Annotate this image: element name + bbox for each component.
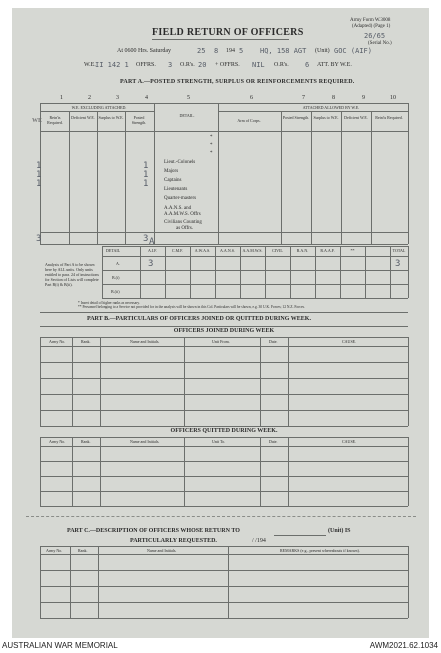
quitted-header-army-no: Army No.	[49, 439, 66, 444]
grid-line	[40, 476, 408, 477]
col-number-4: 4	[145, 95, 148, 101]
grid-line	[40, 491, 408, 492]
quitted-header-unit-to: Unit To.	[212, 439, 226, 444]
sub-header-aamws: A.A.M.W.S.	[242, 248, 263, 253]
rank-civilians-2: as Offrs.	[176, 226, 194, 231]
joined-header-cause: CAUSE.	[342, 339, 357, 344]
sub-header-civil: CIVIL	[272, 248, 283, 253]
grid-line	[40, 232, 408, 233]
grid-line	[102, 256, 408, 257]
col-number-9: 9	[362, 95, 365, 101]
rank-majors: Majors	[164, 169, 179, 174]
grid-line	[100, 437, 101, 506]
sub-header-aans: A.A.N.S.	[220, 248, 235, 253]
joined-header-date: Date.	[269, 339, 278, 344]
quitted-header-name: Name and Initials.	[130, 439, 160, 444]
part-c-unit: (Unit) IS	[328, 528, 351, 534]
grid-line	[40, 437, 408, 438]
year-suffix: 5	[239, 47, 244, 55]
joined-header-name: Name and Initials.	[130, 339, 160, 344]
grid-line	[40, 446, 408, 447]
part-c-date: / /194	[252, 538, 266, 544]
quitted-title: OFFICERS QUITTED DURING WEEK.	[170, 428, 278, 434]
grid-line	[218, 103, 219, 244]
quitted-header-date: Date.	[269, 439, 278, 444]
header-right-deficient: Deficient W.E.	[344, 115, 368, 120]
attached-allowed-header: ATTACHED ALLOWED BY W.E.	[302, 105, 360, 110]
grid-line	[341, 111, 342, 244]
col-number-7: 7	[302, 95, 305, 101]
grid-line	[390, 246, 391, 298]
title-underline	[152, 39, 289, 40]
att-by-we-label: ATT. BY W.E.	[317, 62, 352, 68]
sub-row-a: A.	[116, 261, 120, 266]
grid-line	[40, 426, 408, 427]
joined-header-unit-from: Unit From.	[212, 339, 230, 344]
quitted-header-rank: Rank.	[81, 439, 91, 444]
grid-line	[40, 546, 41, 618]
fill-line	[274, 535, 326, 536]
rank-aans: A.A.N.S. and	[164, 206, 192, 211]
grid-line	[190, 246, 191, 298]
at-hours-label: At 0600 Hrs. Saturday	[117, 48, 171, 54]
grid-line	[288, 437, 289, 506]
grid-line	[215, 246, 216, 298]
grid-line	[408, 337, 409, 426]
unit-handwritten-2: GOC (AIF)	[334, 47, 372, 55]
grid-line	[40, 506, 408, 507]
grid-line	[40, 244, 408, 245]
part-c-line2: PARTICULARLY REQUESTED.	[130, 538, 217, 544]
rank-aamws: A.A.M.W.S. Offrs	[164, 212, 201, 217]
sub-row-bii: B.(ii)	[111, 289, 120, 294]
form-sheet	[12, 8, 429, 638]
section-divider	[40, 312, 408, 313]
rank-civilians: Civilians Counting	[164, 220, 202, 225]
footnote-2: ** Personnel belonging to a Service not provided for in the analysis will be shown in this Col. Particulars will be shown, e.g. 30 U.K. Forces; 12 N.Z. Forces.	[78, 305, 305, 309]
hw-total-posted: 3	[143, 234, 149, 244]
date-day: 25	[197, 47, 206, 55]
header-reints-required: Rein'ts Required.	[47, 115, 63, 125]
hw-left-1: 1	[36, 161, 42, 171]
header-right-posted-strength: Posted Strength.	[282, 115, 310, 120]
we-side-mark: WE	[32, 118, 43, 124]
hw-left-2: 1	[36, 170, 42, 180]
grid-line	[70, 546, 71, 618]
grid-line	[290, 246, 291, 298]
part-c-title: PART C.—DESCRIPTION OF OFFICERS WHOSE RETURN TO	[67, 528, 240, 534]
sub-header-awas: A.W.A.S.	[194, 248, 211, 253]
joined-header-rank: Rank.	[81, 339, 91, 344]
grid-line	[40, 546, 408, 547]
grid-line	[40, 554, 408, 555]
year-prefix: 194	[226, 48, 235, 54]
grid-line	[72, 437, 73, 506]
header-deficient-we: Deficient W.E.	[71, 115, 95, 120]
grid-line	[408, 437, 409, 506]
ors-handwritten: 20	[198, 61, 207, 69]
unit-handwritten: HQ, 158 AGT	[260, 47, 307, 55]
sub-header-total: TOTAL	[392, 248, 406, 253]
grid-line	[408, 246, 409, 298]
grid-line	[240, 246, 241, 298]
sub-header-aif: A.I.F.	[147, 248, 158, 253]
rank-quartermasters: Quarter-masters	[164, 196, 197, 201]
hw-total-a: 3	[395, 259, 401, 269]
grid-line	[40, 337, 41, 426]
ors-label: O.R's.	[180, 62, 195, 68]
date-month: 8	[214, 47, 219, 55]
grid-line	[69, 111, 70, 244]
grid-line	[102, 270, 408, 271]
rank-lieutenants: Lieutenants	[164, 187, 188, 192]
grid-line	[40, 570, 408, 571]
col-number-5: 5	[187, 95, 190, 101]
header-arm-of-corps: Arm of Corps.	[237, 118, 261, 123]
c-header-army-no: Army No.	[46, 548, 63, 553]
sub-header-other: **	[350, 248, 355, 253]
grid-line	[40, 131, 408, 132]
grid-line	[40, 437, 41, 506]
army-form-label: Army Form W.3008	[350, 18, 391, 23]
joined-title: OFFICERS JOINED DURING WEEK	[173, 328, 275, 334]
grid-line	[97, 111, 98, 244]
grid-line	[408, 546, 409, 618]
sub-header-cmf: C.M.F.	[171, 248, 184, 253]
hw-posted-3: 1	[143, 179, 149, 189]
col-number-6: 6	[250, 95, 253, 101]
rank-captains: Captains	[164, 178, 182, 183]
section-divider	[40, 326, 408, 327]
grid-line	[165, 246, 166, 298]
hw-aif-a: 3	[148, 259, 154, 269]
col-number-2: 2	[88, 95, 91, 101]
hw-left-3: 1	[36, 179, 42, 189]
grid-line	[184, 437, 185, 506]
grid-line	[72, 337, 73, 426]
grid-line	[40, 618, 408, 619]
c-header-remarks: REMARKS (e.g., present whereabouts if known).	[280, 548, 360, 553]
asterisk-mark: *	[210, 143, 213, 148]
grid-line	[260, 437, 261, 506]
offrs-handwritten: 3	[168, 61, 173, 69]
grid-line	[371, 111, 372, 244]
nil-handwritten: NIL	[252, 61, 265, 69]
grid-line	[40, 394, 408, 395]
col-number-10: 10	[390, 95, 396, 101]
serial-handwritten: 26/65	[364, 32, 386, 40]
col-number-1: 1	[60, 95, 63, 101]
c-header-name: Name and Initials.	[147, 548, 177, 553]
we-excluding-header: W.E. EXCLUDING ATTACHED.	[71, 105, 127, 110]
grid-line	[340, 246, 341, 298]
we-handwritten: II 142 1	[95, 61, 129, 69]
grid-line	[125, 111, 126, 244]
grid-line	[288, 337, 289, 426]
header-posted-strength: Posted Strength.	[131, 115, 147, 125]
att-handwritten: 6	[305, 61, 310, 69]
grid-line	[100, 337, 101, 426]
grid-line	[154, 103, 155, 244]
grid-line	[140, 246, 141, 298]
grid-line	[265, 246, 266, 298]
asterisk-mark: *	[210, 135, 213, 140]
adapted-label: (Adapted) (Page 1)	[352, 24, 391, 29]
part-a-title: PART A.—POSTED STRENGTH, SURPLUS OR REINFORCEMENTS REQUIRED.	[120, 79, 355, 85]
col-number-8: 8	[332, 95, 335, 101]
grid-line	[40, 346, 408, 347]
unit-label: (Unit)	[315, 48, 330, 54]
hw-posted-1: 1	[143, 161, 149, 171]
plus-offrs-label: + OFFRS.	[215, 62, 240, 68]
rank-lieut-colonels: Lieut.-Colonels	[164, 160, 196, 165]
grid-line	[102, 246, 408, 247]
grid-line	[228, 546, 229, 618]
grid-line	[311, 111, 312, 244]
sub-row-bi: B.(i)	[112, 275, 120, 280]
joined-header-army-no: Army No.	[49, 339, 66, 344]
grid-line	[102, 246, 103, 298]
grid-line	[281, 111, 282, 244]
grid-line	[40, 362, 408, 363]
grid-line	[102, 284, 408, 285]
grid-line	[40, 410, 408, 411]
header-right-surplus: Surplus to W.E.	[313, 115, 339, 120]
part-b-title: PART B.—PARTICULARS OF OFFICERS JOINED OR QUITTED DURING WEEK.	[87, 316, 311, 322]
col-number-3: 3	[116, 95, 119, 101]
hw-total-left: 3	[36, 234, 42, 244]
we-label: W.E.	[84, 62, 96, 68]
offrs-label: OFFRS.	[136, 62, 156, 68]
form-title: FIELD RETURN OF OFFICERS	[152, 27, 304, 38]
grid-line	[260, 337, 261, 426]
grid-line	[184, 337, 185, 426]
grid-line	[40, 337, 408, 338]
grid-line	[40, 461, 408, 462]
footnote-1: * Insert detail of higher ranks as necessary.	[78, 301, 140, 305]
grid-line	[40, 602, 408, 603]
quitted-header-cause: CAUSE.	[342, 439, 357, 444]
grid-line	[102, 298, 408, 299]
serial-label: (Serial No.)	[368, 41, 392, 46]
grid-line	[315, 246, 316, 298]
grid-line	[408, 103, 409, 244]
grid-line	[40, 378, 408, 379]
analysis-note: Analysis of Part A to be shown here by ALL units. Only units entitled to para. 24 of instructions for Section of Lists will complete Part B(i) & B(ii).	[45, 262, 99, 287]
header-right-reints: Rein'ts Required.	[375, 115, 403, 120]
tear-line	[26, 516, 416, 517]
sub-header-raaf: R.A.A.F.	[320, 248, 335, 253]
sub-header-detail: DETAIL	[106, 248, 121, 253]
grid-line	[40, 103, 408, 104]
grid-line	[218, 111, 408, 112]
grid-line	[40, 586, 408, 587]
header-detail: DETAIL.	[179, 113, 195, 118]
ors2-label: O.R's.	[274, 62, 289, 68]
grid-line	[98, 546, 99, 618]
asterisk-mark: *	[210, 151, 213, 156]
grid-line	[365, 246, 366, 298]
c-header-rank: Rank.	[78, 548, 88, 553]
hw-posted-2: 1	[143, 170, 149, 180]
header-surplus-we: Surplus to W.E.	[98, 115, 124, 120]
accession-number: AWM2021.62.1034	[369, 641, 438, 650]
sub-header-ran: R.A.N.	[296, 248, 309, 253]
archive-caption: AUSTRALIAN WAR MEMORIAL	[2, 641, 118, 650]
hw-detail-a: A	[149, 237, 155, 247]
